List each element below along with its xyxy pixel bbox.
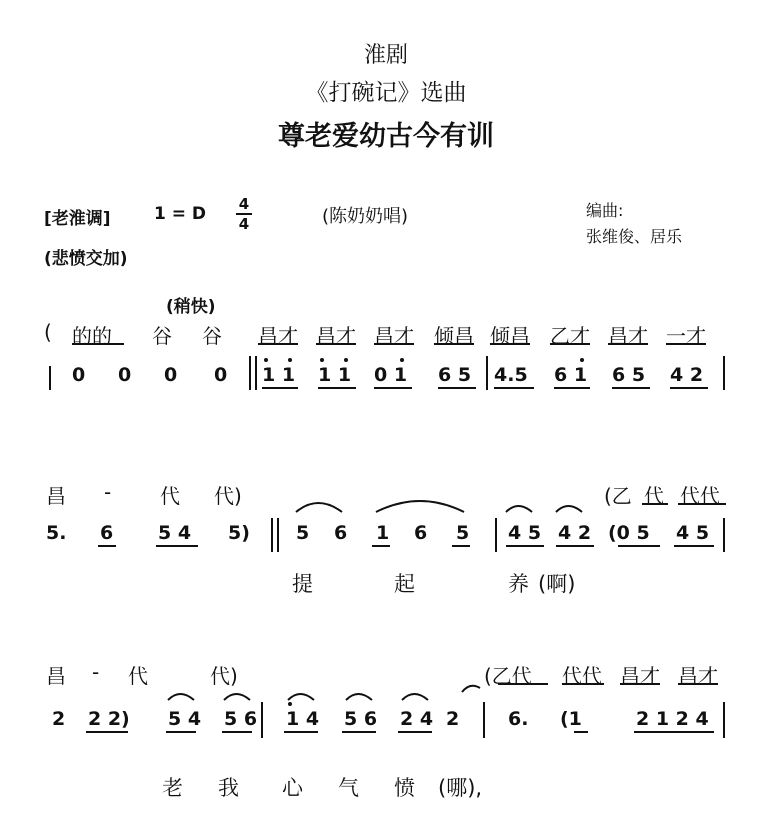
opera-title: 《打碗记》选曲 (305, 80, 467, 106)
note: 5 6 (344, 708, 378, 730)
note: (0 5 (608, 522, 650, 544)
time-top: 4 (238, 195, 250, 213)
perc-syllable: 昌才 (374, 324, 414, 348)
lyric: 老 (162, 776, 183, 800)
note: 2 (446, 708, 460, 730)
perc-syllable: 昌才 (258, 324, 298, 348)
octave-dot (320, 358, 324, 362)
perc-syllable: 代代 (680, 484, 720, 508)
slur (288, 694, 314, 700)
genre-title: 淮剧 (363, 43, 408, 68)
perc-syllable: 倾昌 (434, 324, 474, 348)
lyric: 养 (508, 572, 529, 596)
note: 5 (296, 522, 310, 544)
perc-syllable: 的的 (72, 324, 112, 348)
perc-syllable: 昌才 (620, 664, 660, 688)
perc-syllable: 乙才 (550, 324, 590, 348)
note: 1 1 (262, 364, 296, 386)
note: 6. (508, 708, 529, 730)
note: 1 (376, 522, 390, 544)
note: 0 (164, 364, 178, 386)
perc-syllable: - (104, 480, 112, 504)
note: 0 (72, 364, 86, 386)
note: 5. (46, 522, 67, 544)
note: 4 2 (670, 364, 704, 386)
note: 0 1 (374, 364, 408, 386)
slur (376, 501, 464, 512)
perc-syllable: 代 (128, 664, 148, 688)
key-signature: 1 = D (154, 204, 207, 224)
perc-syllable: 代 (160, 484, 180, 508)
note: 4.5 (494, 364, 528, 386)
note: 6 5 (612, 364, 646, 386)
note: 0 (214, 364, 228, 386)
note: 6 (334, 522, 348, 544)
note: 6 1 (554, 364, 588, 386)
tune-label: [老淮调] (44, 209, 111, 229)
note: 5 4 (168, 708, 202, 730)
slur (402, 694, 428, 700)
perc-syllable: 谷 (152, 324, 172, 348)
note: 2 2) (88, 708, 130, 730)
slur (346, 694, 372, 700)
slur (462, 686, 480, 692)
lyric: 我 (218, 776, 239, 800)
lyric: 气 (338, 776, 359, 800)
tempo-marking: (稍快) (166, 297, 216, 317)
lyric: (啊) (538, 572, 576, 596)
time-bottom: 4 (238, 215, 250, 233)
perc-syllable: - (92, 660, 100, 684)
perc-syllable: 昌 (46, 664, 66, 688)
lyric: 愤 (394, 776, 415, 800)
perc-syllable: 代) (214, 484, 242, 508)
mood-label: (悲愤交加) (44, 249, 128, 269)
note: 5 6 (224, 708, 258, 730)
singer-label: (陈奶奶唱) (322, 206, 409, 227)
octave-dot (264, 358, 268, 362)
note: 4 2 (558, 522, 592, 544)
note: 5) (228, 522, 250, 544)
perc-syllable: 昌才 (608, 324, 648, 348)
perc-syllable: 代代 (562, 664, 602, 688)
octave-dot (288, 358, 292, 362)
perc-syllable: 昌才 (678, 664, 718, 688)
note: 2 (52, 708, 66, 730)
note: 1 1 (318, 364, 352, 386)
note: 2 1 2 4 (636, 708, 709, 730)
note: 6 5 (438, 364, 472, 386)
lyric: 提 (292, 572, 313, 596)
octave-dot (344, 358, 348, 362)
perc-syllable: (乙代 (484, 664, 532, 688)
slur (224, 694, 250, 700)
composers: 张维俊、居乐 (586, 227, 683, 246)
octave-dot (288, 702, 292, 706)
octave-dot (400, 358, 404, 362)
note: 5 4 (158, 522, 192, 544)
note: 2 4 (400, 708, 434, 730)
slur (168, 694, 194, 700)
note: 5 (456, 522, 470, 544)
slur (556, 506, 582, 512)
lyric: (哪), (438, 776, 483, 800)
note: 4 5 (676, 522, 710, 544)
lyric: 起 (394, 572, 415, 596)
song-title: 尊老爱幼古今有训 (278, 121, 494, 152)
note: (1 (560, 708, 582, 730)
slur (506, 506, 532, 512)
perc-syllable: 代) (210, 664, 238, 688)
perc-syllable: 一才 (666, 324, 706, 348)
perc-syllable: 倾昌 (490, 324, 530, 348)
perc-syllable: ( (44, 320, 52, 344)
note: 6 (100, 522, 114, 544)
note: 0 (118, 364, 132, 386)
composer-label: 编曲: (586, 201, 624, 220)
octave-dot (580, 358, 584, 362)
lyric: 心 (282, 776, 303, 800)
note: 1 4 (286, 708, 320, 730)
perc-syllable: 昌才 (316, 324, 356, 348)
perc-syllable: (乙 (604, 484, 632, 508)
slur (296, 503, 342, 512)
note: 4 5 (508, 522, 542, 544)
perc-syllable: 代 (644, 484, 664, 508)
perc-syllable: 谷 (202, 324, 222, 348)
perc-syllable: 昌 (46, 484, 66, 508)
note: 6 (414, 522, 428, 544)
